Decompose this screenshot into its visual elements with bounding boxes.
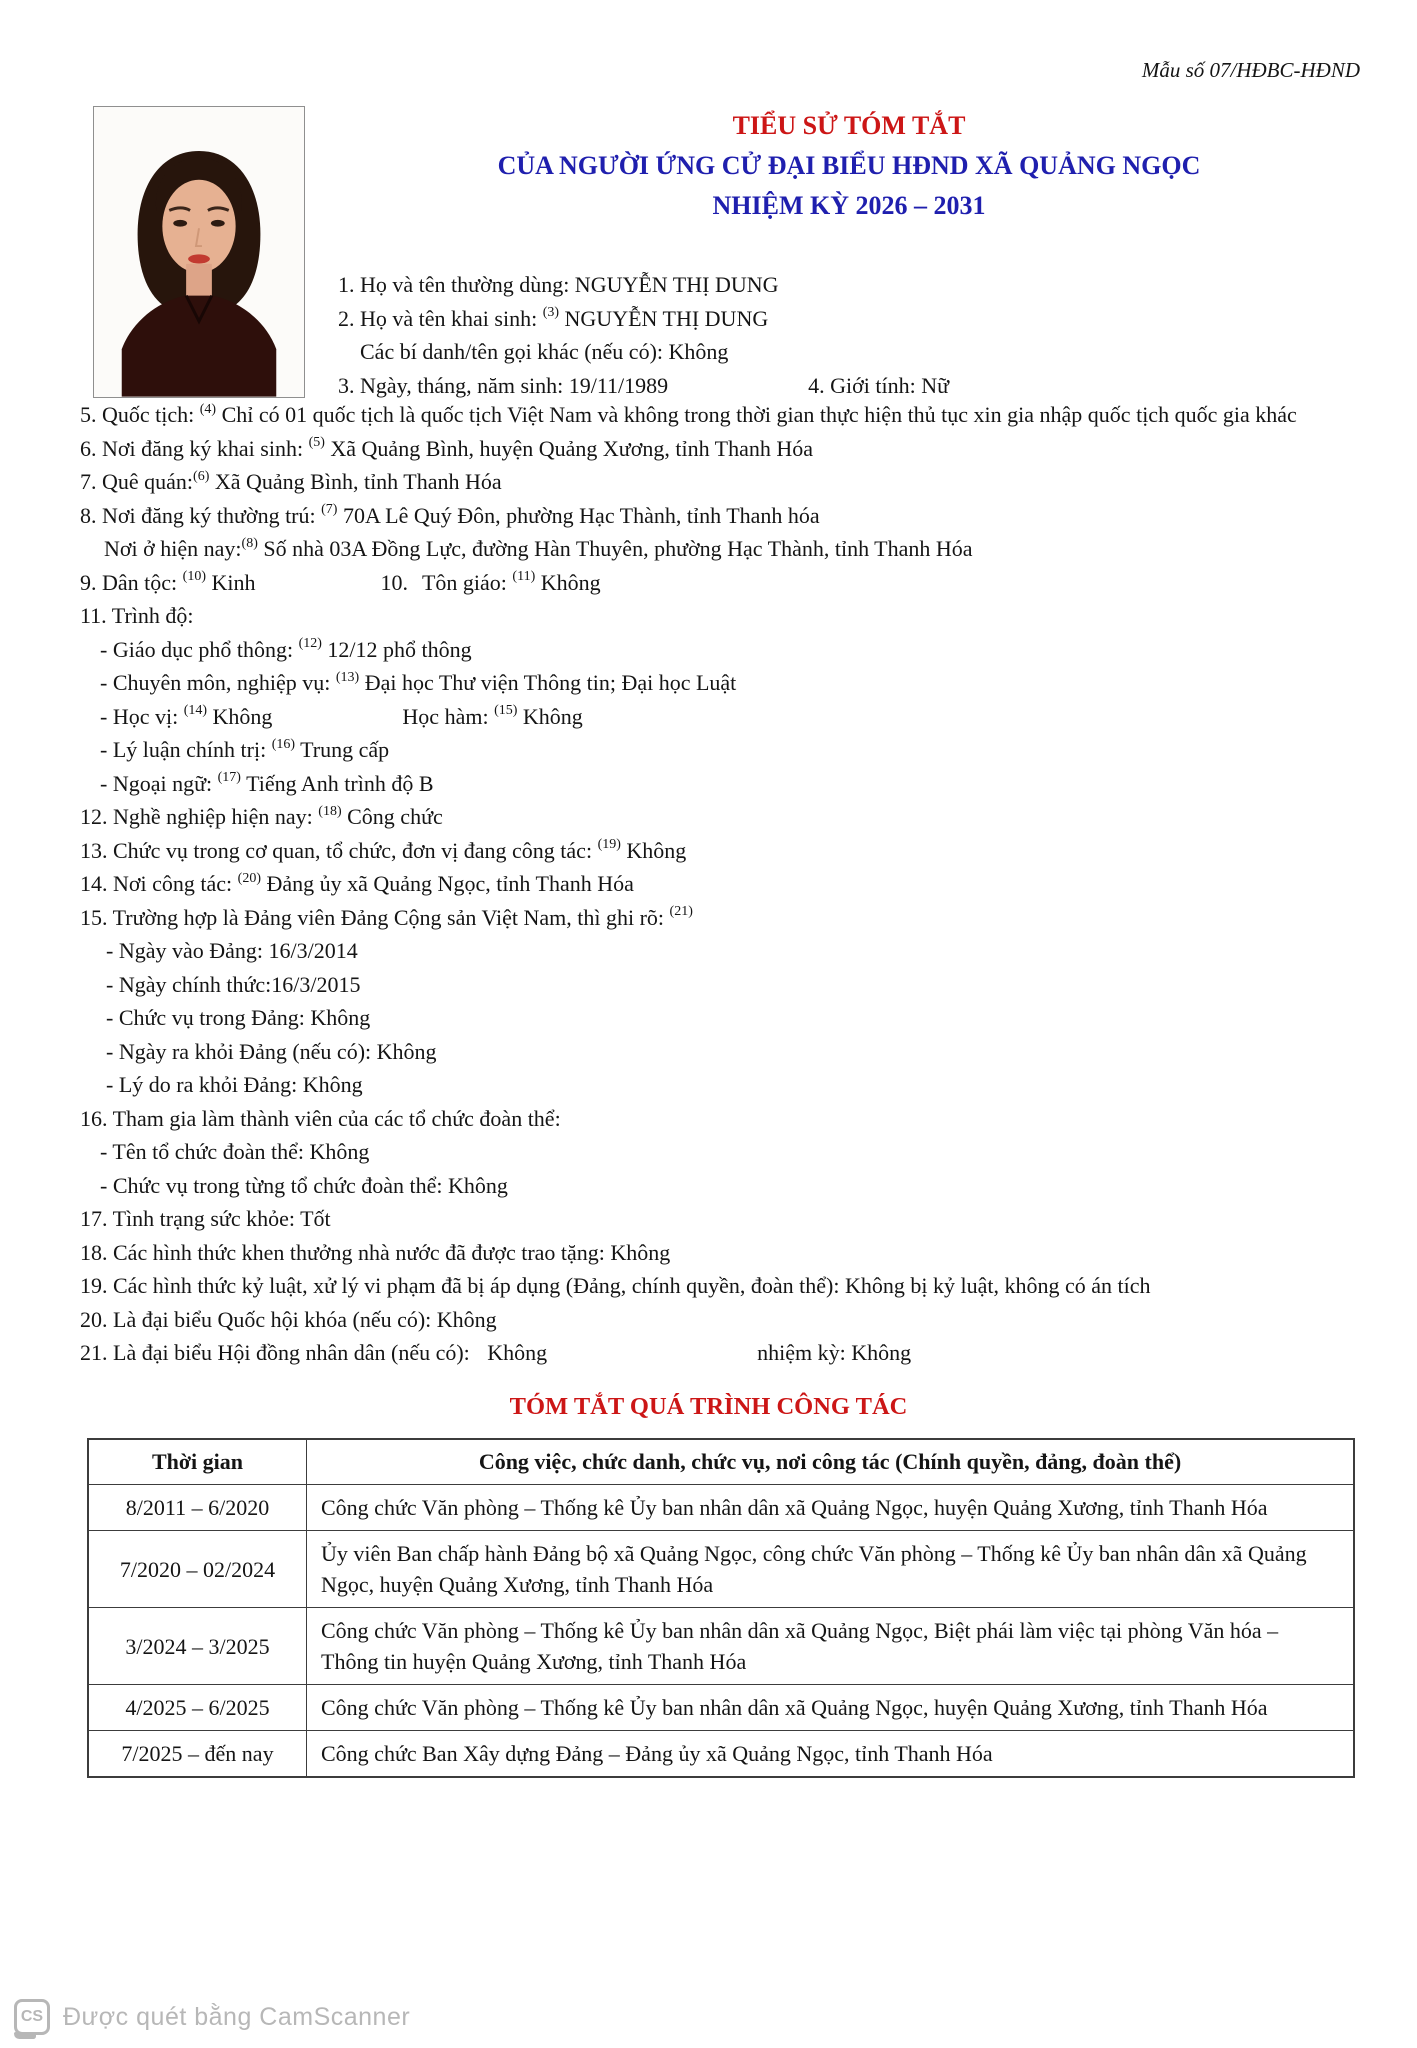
form-line <box>80 633 1365 667</box>
camscanner-watermark <box>14 1999 410 2035</box>
form-text: Đại học Thư viện Thông tin; Đại học Luật <box>359 670 737 695</box>
form-text: - Chuyên môn, nghiệp vụ: <box>100 670 336 695</box>
form-line <box>80 767 1365 801</box>
form-text: 2. Họ và tên khai sinh: <box>338 305 543 331</box>
form-line <box>80 1236 1365 1270</box>
form-text: Các bí danh/tên gọi khác (nếu có): Không <box>360 339 729 364</box>
form-line <box>80 733 1365 767</box>
footnote-ref: (13) <box>335 669 360 685</box>
form-text: - Lý do ra khỏi Đảng: Không <box>106 1072 363 1097</box>
career-period: 7/2025 – đến nay <box>88 1731 307 1778</box>
form-text: 21. Là đại biểu Hội đồng nhân dân (nếu có): <box>80 1340 476 1365</box>
form-text: - Ngày vào Đảng: 16/3/2014 <box>106 938 358 963</box>
career-description: Công chức Văn phòng – Thống kê Ủy ban nhân dân xã Quảng Ngọc, huyện Quảng Xương, tỉnh Thanh Hóa <box>307 1485 1355 1531</box>
form-text: Chỉ có 01 quốc tịch là quốc tịch Việt Nam và không trong thời gian thực hiện thủ tục xin gia nhập quốc tịch quốc gia khác <box>216 402 1297 427</box>
career-row <box>88 1608 1354 1685</box>
career-period: 7/2020 – 02/2024 <box>88 1531 307 1608</box>
form-text: 13. Chức vụ trong cơ quan, tổ chức, đơn vị đang công tác: <box>80 837 598 863</box>
form-text: - Ngoại ngữ: <box>100 770 218 796</box>
candidate-photo <box>93 106 305 398</box>
form-line <box>80 968 1365 1002</box>
career-row <box>88 1485 1354 1531</box>
form-text: - Ngày chính thức:16/3/2015 <box>106 971 361 997</box>
camscanner-icon <box>14 1999 50 2035</box>
career-heading: TÓM TẮT QUÁ TRÌNH CÔNG TÁC <box>509 1393 908 1420</box>
form-text: Nơi ở hiện nay: <box>104 536 242 561</box>
form-text: Học hàm: <box>402 703 495 729</box>
form-line <box>80 599 1365 633</box>
form-text: 70A Lê Quý Đôn, phường Hạc Thành, tỉnh Thanh hóa <box>337 502 820 528</box>
footnote-ref: (7) <box>321 502 338 518</box>
form-line <box>80 1303 1365 1337</box>
form-text: Đảng ủy xã Quảng Ngọc, tỉnh Thanh Hóa <box>260 871 634 896</box>
form-text: 14. Nơi công tác: <box>80 871 238 896</box>
form-text: 6. Nơi đăng ký khai sinh: <box>80 435 309 461</box>
career-period: 3/2024 – 3/2025 <box>88 1608 307 1685</box>
form-line <box>80 1336 1365 1370</box>
form-text: 15. Trường hợp là Đảng viên Đảng Cộng sản Việt Nam, thì ghi rõ: <box>80 904 670 930</box>
career-description: Công chức Văn phòng – Thống kê Ủy ban nhân dân xã Quảng Ngọc, Biệt phái làm việc tại phòng Văn hóa – Thông tin huyện Quảng Xương, tỉnh Thanh Hóa <box>307 1608 1355 1685</box>
form-text: Tiếng Anh trình độ B <box>240 770 434 796</box>
form-line <box>80 700 1365 734</box>
form-line <box>80 1035 1365 1069</box>
career-table <box>87 1438 1355 1778</box>
form-line <box>80 1169 1365 1203</box>
form-text: 19. Các hình thức kỷ luật, xử lý vi phạm đã bị áp dụng (Đảng, chính quyền, đoàn thể): Không bị kỷ luật, không có án tích <box>80 1273 1151 1298</box>
form-text: - Tên tổ chức đoàn thể: Không <box>100 1139 370 1164</box>
footnote-ref: (20) <box>237 870 261 886</box>
form-line <box>80 867 1365 901</box>
footnote-ref: (3) <box>542 305 560 321</box>
footnote-ref: (5) <box>308 435 325 451</box>
career-description: Công chức Văn phòng – Thống kê Ủy ban nhân dân xã Quảng Ngọc, huyện Quảng Xương, tỉnh Thanh Hóa <box>307 1685 1355 1731</box>
form-text: Không <box>207 703 273 729</box>
form-text: 7. Quê quán: <box>80 469 194 494</box>
form-line <box>80 1001 1365 1035</box>
form-text: - Chức vụ trong từng tổ chức đoàn thể: Không <box>100 1172 508 1198</box>
document-title: TIỂU SỬ TÓM TẮT <box>732 111 966 140</box>
form-line <box>338 268 1348 302</box>
form-text: 10. <box>380 569 408 595</box>
form-text: Tôn giáo: <box>421 569 513 595</box>
form-text: 1. Họ và tên thường dùng: NGUYỄN THỊ DUNG <box>338 272 779 297</box>
career-header-row <box>88 1439 1354 1485</box>
form-text: Xã Quảng Bình, huyện Quảng Xương, tỉnh Thanh Hóa <box>324 435 814 461</box>
form-text: 9. Dân tộc: <box>80 569 183 595</box>
form-text: 8. Nơi đăng ký thường trú: <box>80 502 322 528</box>
form-text: 5. Quốc tịch: <box>80 402 200 427</box>
career-row <box>88 1731 1354 1778</box>
form-text: - Giáo dục phổ thông: <box>100 636 299 662</box>
camscanner-icon-label: CS <box>20 2008 44 2025</box>
career-period: 8/2011 – 6/2020 <box>88 1485 307 1531</box>
form-line <box>80 800 1365 834</box>
document-subtitle: CỦA NGƯỜI ỨNG CỬ ĐẠI BIỂU HĐND XÃ QUẢNG NGỌC <box>497 151 1201 180</box>
career-col-time: Thời gian <box>88 1439 307 1485</box>
career-row <box>88 1531 1354 1608</box>
footnote-ref: (16) <box>271 736 296 752</box>
form-text: - Chức vụ trong Đảng: Không <box>106 1005 371 1030</box>
spacer <box>272 723 402 724</box>
form-line <box>80 1269 1365 1303</box>
footnote-ref: (21) <box>669 904 693 920</box>
form-text: Không <box>487 1340 548 1365</box>
form-line <box>80 398 1365 432</box>
form-text: - Ngày ra khỏi Đảng (nếu có): Không <box>106 1038 437 1064</box>
footnote-ref: (19) <box>597 837 621 853</box>
form-line <box>80 1202 1365 1236</box>
footnote-ref: (6) <box>193 468 210 484</box>
footnote-ref: (8) <box>241 535 258 551</box>
form-text: Xã Quảng Bình, tỉnh Thanh Hóa <box>209 469 502 494</box>
form-line <box>80 532 1365 566</box>
form-text: nhiệm kỳ: Không <box>757 1340 912 1365</box>
title-block <box>338 106 1360 226</box>
form-text: 20. Là đại biểu Quốc hội khóa (nếu có): Không <box>80 1306 497 1332</box>
form-line <box>338 335 1348 369</box>
footnote-ref: (15) <box>494 703 518 719</box>
career-description: Ủy viên Ban chấp hành Đảng bộ xã Quảng Ngọc, công chức Văn phòng – Thống kê Ủy ban nhân dân xã Quảng Ngọc, huyện Quảng Xương, tỉnh Thanh Hóa <box>307 1531 1355 1608</box>
spacer <box>475 1359 487 1360</box>
form-text: - Học vị: <box>100 703 184 729</box>
spacer <box>408 589 422 590</box>
portrait-illustration <box>94 107 304 397</box>
form-line <box>80 1102 1365 1136</box>
form-text: 11. Trình độ: <box>80 603 194 628</box>
form-line <box>80 465 1365 499</box>
spacer <box>547 1359 757 1360</box>
form-line <box>80 432 1365 466</box>
form-text: Kinh <box>205 569 256 595</box>
footnote-ref: (10) <box>182 569 206 585</box>
form-line <box>80 666 1365 700</box>
form-text: 16. Tham gia làm thành viên của các tổ chức đoàn thể: <box>80 1105 561 1131</box>
footnote-ref: (12) <box>298 636 322 652</box>
footnote-ref: (18) <box>318 803 342 819</box>
spacer <box>255 589 380 590</box>
form-text: - Lý luận chính trị: <box>100 737 272 762</box>
form-line <box>80 499 1365 533</box>
form-text: Không <box>620 837 687 863</box>
form-text: 3. Ngày, tháng, năm sinh: 19/11/1989 <box>338 372 669 398</box>
spacer <box>668 392 808 393</box>
form-line <box>80 566 1365 600</box>
form-text: NGUYỄN THỊ DUNG <box>559 305 769 331</box>
career-period: 4/2025 – 6/2025 <box>88 1685 307 1731</box>
career-row <box>88 1685 1354 1731</box>
form-text: Không <box>535 569 601 595</box>
form-text: 17. Tình trạng sức khỏe: Tốt <box>80 1206 331 1231</box>
watermark-text: Được quét bằng CamScanner <box>63 2002 411 2031</box>
footnote-ref: (14) <box>183 703 208 719</box>
career-description: Công chức Ban Xây dựng Đảng – Đảng ủy xã Quảng Ngọc, tỉnh Thanh Hóa <box>307 1731 1355 1778</box>
form-text: 12. Nghề nghiệp hiện nay: <box>80 804 319 829</box>
biography-items <box>80 398 1365 1370</box>
form-line <box>80 1135 1365 1169</box>
footnote-ref: (11) <box>512 569 536 585</box>
form-line <box>338 302 1348 336</box>
intro-items <box>338 268 1348 402</box>
form-text: Số nhà 03A Đồng Lực, đường Hàn Thuyên, phường Hạc Thành, tỉnh Thanh Hóa <box>257 536 973 561</box>
form-number: Mẫu số 07/HĐBC-HĐND <box>1141 58 1360 82</box>
form-line <box>80 1068 1365 1102</box>
document-term: NHIỆM KỲ 2026 – 2031 <box>712 191 986 220</box>
form-text: Công chức <box>341 804 443 829</box>
footnote-ref: (17) <box>217 770 241 786</box>
form-line <box>80 901 1365 935</box>
footnote-ref: (4) <box>199 401 217 417</box>
career-col-desc: Công việc, chức danh, chức vụ, nơi công tác (Chính quyền, đảng, đoàn thể) <box>307 1439 1355 1485</box>
form-line <box>80 934 1365 968</box>
form-line <box>80 834 1365 868</box>
form-text: 4. Giới tính: Nữ <box>808 372 950 398</box>
form-text: 12/12 phổ thông <box>321 636 472 662</box>
form-text: Không <box>517 703 583 729</box>
form-text: Trung cấp <box>295 737 390 762</box>
form-line <box>338 369 1348 403</box>
form-text: 18. Các hình thức khen thưởng nhà nước đã được trao tặng: Không <box>80 1239 671 1265</box>
